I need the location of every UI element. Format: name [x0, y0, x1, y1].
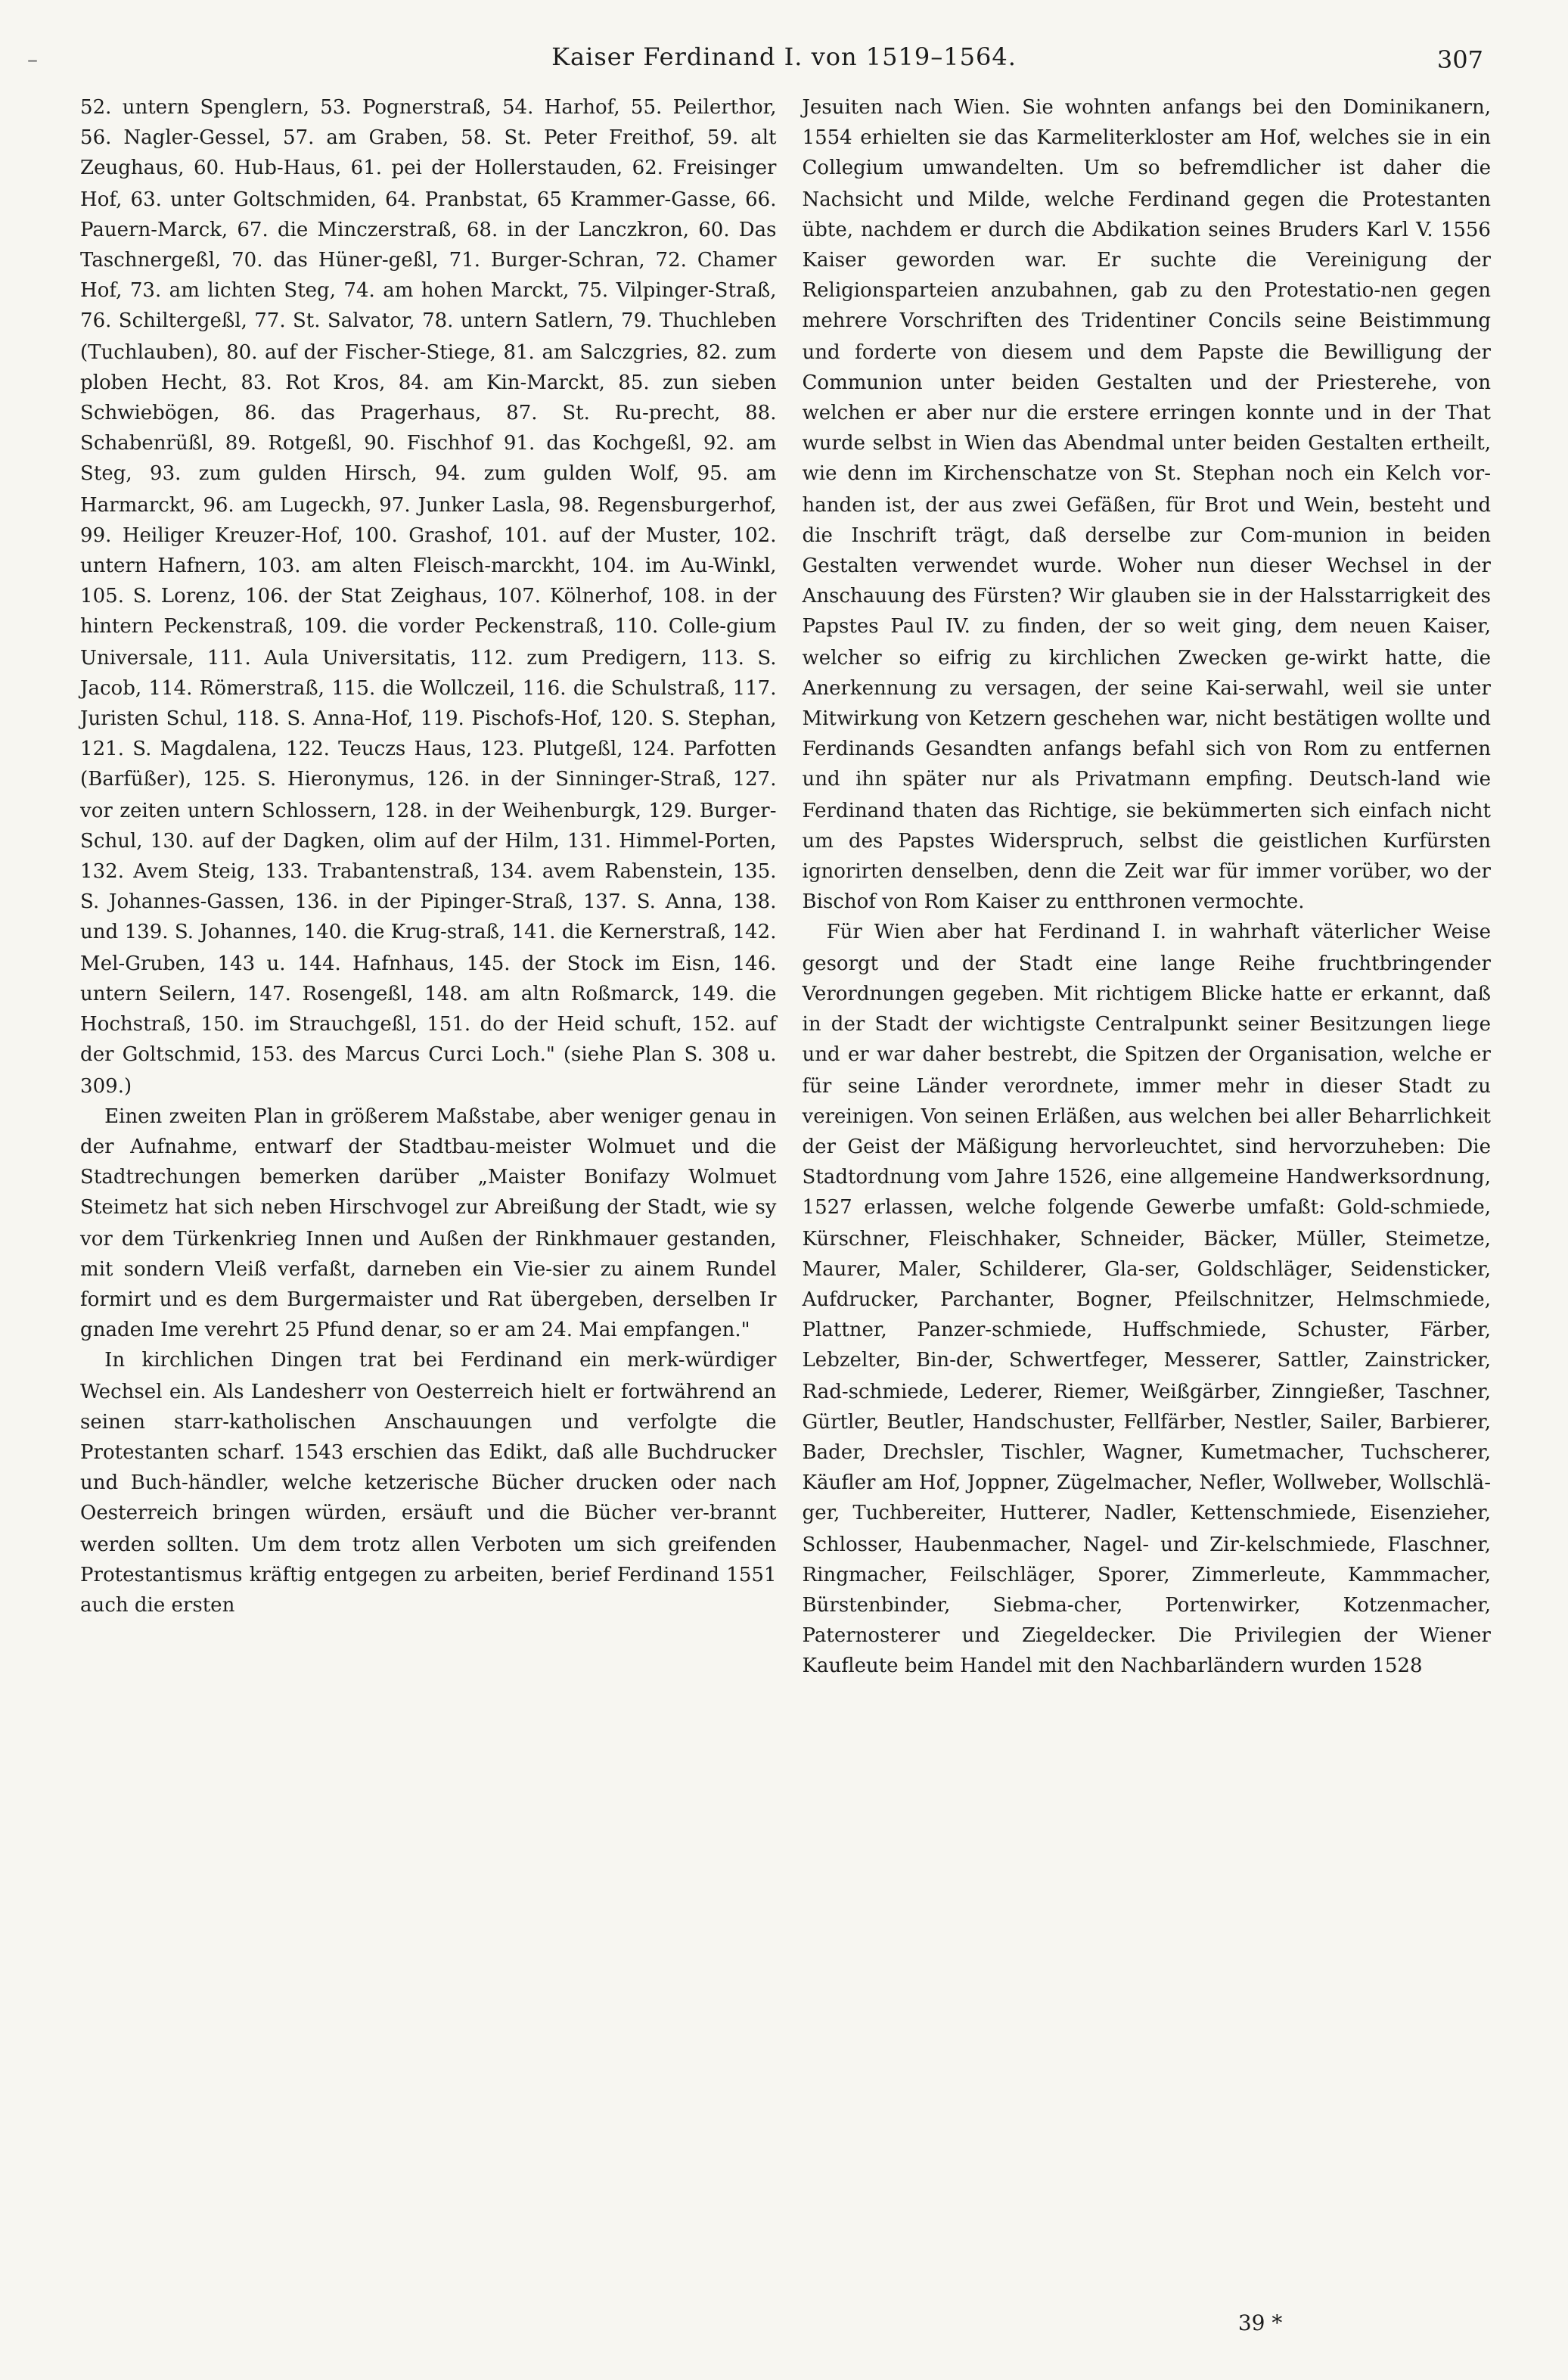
vienna-ordinances-paragraph: Für Wien aber hat Ferdinand I. in wahrhaft väterlicher Weise gesorgt und der Stadt eine lange Reihe fruchtbringender Verordnungen gegeben. Mit richtigem Blicke hatte er erkannt, daß in der Stadt der wichtigste Centralpunkt seiner Besitzungen liege und er war daher bestrebt, die Spitzen der Organisation, welche er für seine Länder verordnete, immer mehr in dieser Stadt zu vereinigen. Von seinen Erläßen, aus welchen bei aller Beharrlichkeit der Geist der Mäßigung hervorleuchtet, sind hervorzuheben: Die Stadtordnung vom Jahre 1526, eine allgemeine Handwerksordnung, 1527 erlassen, welche folgende Gewerbe umfaßt: Gold-schmiede, Kürschner, Fleischhaker, Schneider, Bäcker, Müller, Steimetze, Maurer, Maler, Schilderer, Gla-ser, Goldschläger, Seidensticker, Aufdrucker, Parchanter, Bogner, Pfeilschnitzer, Helmschmiede, Plattner, Panzer-schmiede, Huffschmiede, Schuster, Färber, Lebzelter, Bin-der, Schwertfeger, Messerer, Sattler, Zainstricker, Rad-schmiede, Lederer, Riemer, Weißgärber, Zinngießer, Taschner, Gürtler, Beutler, Handschuster, Fellfärber, Nestler, Sailer, Barbierer, Bader, Drechsler, Tischler, Wagner, Kumetmacher, Tuchscherer, Käufler am Hof, Joppner, Zügelmacher, Nefler, Wollweber, Wollschlä-ger, Tuchbereiter, Hutterer, Nadler, Kettenschmiede, Eisenzieher, Schlosser, Haubenmacher, Nagel- und Zir-kelschmiede, Flaschner, Ringmacher, Feilschläger, Sporer, Zimmerleute, Kammmacher, Bürstenbinder, Siebma-cher, Portenwirker, Kotzenmacher, Paternosterer und Ziegeldecker. Die Privilegien der Wiener Kaufleute beim Handel mit den Nachbarländern wurden 1528: [802, 921, 1491, 1679]
wolmuet-plan-paragraph: Einen zweiten Plan in größerem Maßstabe, aber weniger genau in der Aufnahme, entwarf der Stadtbau-meister Wolmuet und die Stadtrechungen bemerken darüber „Maister Bonifazy Wolmuet Steimetz hat sich neben Hirschvogel zur Abreißung der Stadt, wie sy vor dem Türkenkrieg Innen und Außen der Rinkhmauer gestanden, mit sondern Vleiß verfaßt, darneben ein Vie-sier zu ainem Rundel formirt und es dem Burgermaister und Rat übergeben, derselben Ir gnaden Ime verehrt 25 Pfund denar, so er am 24. Mai empfangen.": [80, 1105, 777, 1343]
left-column: [80, 94, 776, 1622]
running-header: Kaiser Ferdinand I. von 1519–1564.: [551, 42, 1017, 71]
right-column: [803, 94, 1491, 1683]
jesuits-paragraph: Jesuiten nach Wien. Sie wohnten anfangs bei den Dominikanern, 1554 erhielten sie das Karmeliterkloster am Hof, welches sie in ein Collegium umwandelten. Um so befremdlicher ist daher die Nachsicht und Milde, welche Ferdinand gegen die Protestanten übte, nachdem er durch die Abdikation seines Bruders Karl V. 1556 Kaiser geworden war. Er suchte die Vereinigung der Religionsparteien anzubahnen, gab zu den Protestatio-nen gegen mehrere Vorschriften des Tridentiner Concils seine Beistimmung und forderte von diesem und dem Papste die Bewilligung der Communion unter beiden Gestalten und der Priesterehe, von welchen er aber nur die erstere erringen konnte und in der That wurde selbst in Wien das Abendmal unter beiden Gestalten ertheilt, wie denn im Kirchenschatze von St. Stephan noch ein Kelch vor-handen ist, der aus zwei Gefäßen, für Brot und Wein, besteht und die Inschrift trägt, daß derselbe zur Com-munion in beiden Gestalten verwendet wurde. Woher nun dieser Wechsel in der Anschauung des Fürsten? Wir glauben sie in der Halsstarrigkeit des Papstes Paul IV. zu finden, der so weit ging, dem neuen Kaiser, welcher so eifrig zu kirchlichen Zwecken ge-wirkt hatte, die Anerkennung zu versagen, der seine Kai-serwahl, weil sie unter Mitwirkung von Ketzern geschehen war, nicht bestätigen wollte und Ferdinands Gesandten anfangs befahl sich von Rom zu entfernen und ihn später nur als Privatmann empfing. Deutsch-land wie Ferdinand thaten das Richtige, sie bekümmerten sich einfach nicht um des Papstes Widerspruch, selbst die geistlichen Kurfürsten ignorirten denselben, denn die Zeit war für immer vorüber, wo der Bischof von Rom Kaiser zu entthronen vermochte.: [802, 97, 1491, 915]
page-mark: –: [27, 48, 39, 73]
street-list-paragraph: 52. untern Spenglern, 53. Pognerstraß, 54. Harhof, 55. Peilerthor, 56. Nagler-Gessel, 57. am Graben, 58. St. Peter Freithof, 59. alt Zeughaus, 60. Hub-Haus, 61. pei der Hollerstauden, 62. Freisinger Hof, 63. unter Goltschmiden, 64. Pranbstat, 65 Krammer-Gasse, 66. Pauern-Marck, 67. die Minczerstraß, 68. in der Lanczkron, 60. Das Taschnergeßl, 70. das Hüner-geßl, 71. Burger-Schran, 72. Chamer Hof, 73. am lichten Steg, 74. am hohen Marckt, 75. Vilpinger-Straß, 76. Schiltergeßl, 77. St. Salvator, 78. untern Satlern, 79. Thuchleben (Tuchlauben), 80. auf der Fischer-Stiege, 81. am Salczgries, 82. zum ploben Hecht, 83. Rot Kros, 84. am Kin-Marckt, 85. zun sieben Schwiebögen, 86. das Pragerhaus, 87. St. Ru-precht, 88. Schabenrüßl, 89. Rotgeßl, 90. Fischhof 91. das Kochgeßl, 92. am Steg, 93. zum gulden Hirsch, 94. zum gulden Wolf, 95. am Harmarckt, 96. am Lugeckh, 97. Junker Lasla, 98. Regensburgerhof, 99. Heiliger Kreuzer-Hof, 100. Grashof, 101. auf der Muster, 102. untern Hafnern, 103. am alten Fleisch-marckht, 104. im Au-Winkl, 105. S. Lorenz, 106. der Stat Zeighaus, 107. Kölnerhof, 108. in der hintern Peckenstraß, 109. die vorder Peckenstraß, 110. Colle-gium Universale, 111. Aula Universitatis, 112. zum Predigern, 113. S. Jacob, 114. Römerstraß, 115. die Wollczeil, 116. die Schulstraß, 117. Juristen Schul, 118. S. Anna-Hof, 119. Pischofs-Hof, 120. S. Stephan, 121. S. Magdalena, 122. Teuczs Haus, 123. Plutgeßl, 124. Parfotten (Barfüßer), 125. S. Hieronymus, 126. in der Sinninger-Straß, 127. vor zeiten untern Schlossern, 128. in der Weihenburgk, 129. Burger-Schul, 130. auf der Dagken, olim auf der Hilm, 131. Himmel-Porten, 132. Avem Steig, 133. Trabantenstraß, 134. avem Rabenstein, 135. S. Johannes-Gassen, 136. in der Pipinger-Straß, 137. S. Anna, 138. und 139. S. Johannes, 140. die Krug-straß, 141. die Kernerstraß, 142. Mel-Gruben, 143 u. 144. Hafnhaus, 145. der Stock im Eisn, 146. untern Seilern, 147. Rosengeßl, 148. am altn Roßmarck, 149. die Hochstraß, 150. im Strauchgeßl, 151. do der Heid schuft, 152. auf der Goltschmid, 153. des Marcus Curci Loch." (siehe Plan S. 308 u. 309.): [80, 97, 777, 1098]
church-affairs-paragraph: In kirchlichen Dingen trat bei Ferdinand ein merk-würdiger Wechsel ein. Als Landesherr von Oesterreich hielt er fortwährend an seinen starr-katholischen Anschauungen und verfolgte die Protestanten scharf. 1543 erschien das Edikt, daß alle Buchdrucker und Buch-händler, welche ketzerische Bücher drucken oder nach Oesterreich bringen würden, ersäuft und die Bücher ver-brannt werden sollten. Um dem trotz allen Verboten um sich greifenden Protestantismus kräftig entgegen zu arbeiten, berief Ferdinand 1551 auch die ersten: [80, 1350, 777, 1617]
page-number: 307: [1436, 45, 1483, 74]
signature-mark: 39 *: [1237, 2312, 1283, 2336]
